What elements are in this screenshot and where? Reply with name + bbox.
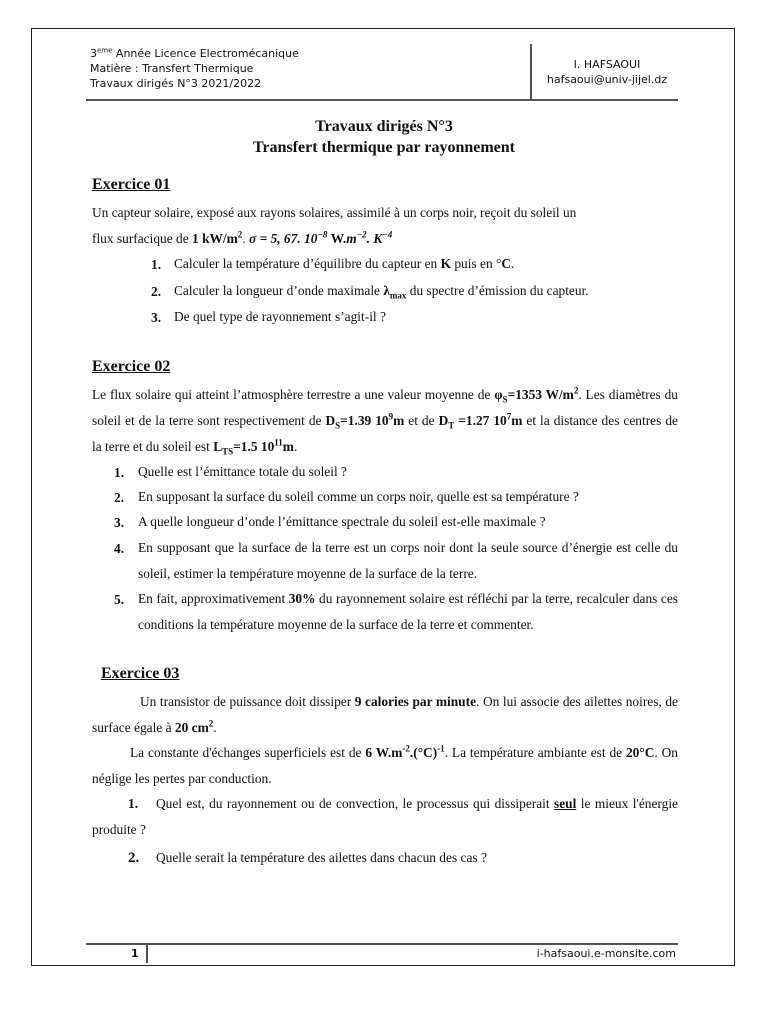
ex1-q3: De quel type de rayonnement s’agit-il ? [174, 309, 386, 324]
ex2-statement: Le flux solaire qui atteint l’atmosphère terrestre a une valeur moyenne de $\varphi_S=1353$ $W/m^2$. Les diamètres du soleil et de la terre sont respectivement de $D_S=1.39$ $10^9m$ et de $D_T =1.27$ $10^7m$ et la distance des centres de la terre et du soleil est $L_{TS}=1.5$ $10^{11}m$. [92, 385, 678, 457]
header-author-info [533, 57, 681, 87]
ex2-q5: En fait, approximativement 30% du rayonnement solaire est réfléchi par la terre, recalculer dans ces conditions la température moyenne de la surface de la terre et commenter. [138, 591, 678, 632]
ex2-q3: A quelle longueur d’onde l’émittance spectrale du soleil est-elle maximale ? [138, 514, 546, 529]
ex1-q3-number: 3. [151, 310, 162, 325]
ex3-statement-1: Un transistor de puissance doit dissiper 9 calories par minute. On lui associe des ailettes noires, de surface égale à 20 $cm^2$. [92, 694, 678, 735]
ex2-q2-number: 2. [114, 490, 125, 505]
doc-subtitle: Transfert thermique par rayonnement [252, 139, 516, 156]
ex1-q2: Calculer la longueur d’onde maximale $\lambda_{max}$ du spectre d’émission du capteur. [174, 283, 589, 301]
ex2-q1-number: 1. [114, 465, 125, 480]
ex3-q1: 1. Quel est, du rayonnement ou de convection, le processus qui dissiperait seul le mieux l'énergie produite ? [92, 791, 678, 843]
header-email: hafsaoui@univ-jijel.dz [546, 73, 668, 86]
ex2-q1: Quelle est l’émittance totale du soleil ? [138, 464, 347, 479]
ex2-q2: En supposant la surface du soleil comme un corps noir, quelle est sa température ? [138, 489, 579, 504]
ex2-q4-number: 4. [114, 541, 125, 556]
ex3-statement-2: La constante d'échanges superficiels est de 6 $W.m^{-2}.(^\circ C)^{-1}$. La température ambiante est de 20°C. On néglige les pertes par conduction. [92, 743, 678, 786]
ex2-q3-number: 3. [114, 515, 125, 530]
ex3-q2: 2. Quelle serait la température des ailettes dans chacun des cas ? [128, 845, 678, 871]
doc-title: Travaux dirigés N°3 [315, 118, 453, 135]
header-course-info [90, 46, 299, 91]
ex2-q4: En supposant que la surface de la terre est un corps noir dont la seule source d’énergie est celle du soleil, estimer la température moyenne de la surface de la terre. [138, 540, 678, 581]
ex1-heading: Exercice 01 [92, 176, 171, 193]
page-number: 1 [131, 947, 139, 960]
header-divider-vertical [530, 44, 532, 100]
ex1-statement: Un capteur solaire, exposé aux rayons solaires, assimilé à un corps noir, reçoit du soleil un flux surfacique de 1 $kW/m^2$. σ = 5, 67. $10^{-8}$ $W.m^{-2}$. $K^{-4}$ [92, 205, 577, 246]
header-divider-horizontal [86, 99, 678, 101]
ex1-q1: Calculer la température d’équilibre du capteur en K puis en °C. [174, 256, 515, 271]
footer-website: i-hafsaoui.e-monsite.com [536, 947, 676, 960]
ex3-heading: Exercice 03 [101, 665, 180, 682]
footer-page-divider [146, 945, 148, 963]
ex1-q1-number: 1. [151, 257, 162, 272]
header-level: 3eme Année Licence Electromécanique [90, 46, 299, 60]
ex2-q5-number: 5. [114, 592, 125, 607]
ex2-heading: Exercice 02 [92, 358, 171, 375]
ex3-q1-number: 1. [128, 796, 139, 811]
header-author: I. HAFSAOUI [573, 58, 641, 71]
header-series: Travaux dirigés N°3 2021/2022 [90, 77, 262, 90]
ex3-q2-number: 2. [128, 850, 140, 866]
ex1-q2-number: 2. [151, 284, 162, 299]
footer-divider [86, 943, 678, 945]
header-subject: Matière : Transfert Thermique [90, 62, 254, 75]
